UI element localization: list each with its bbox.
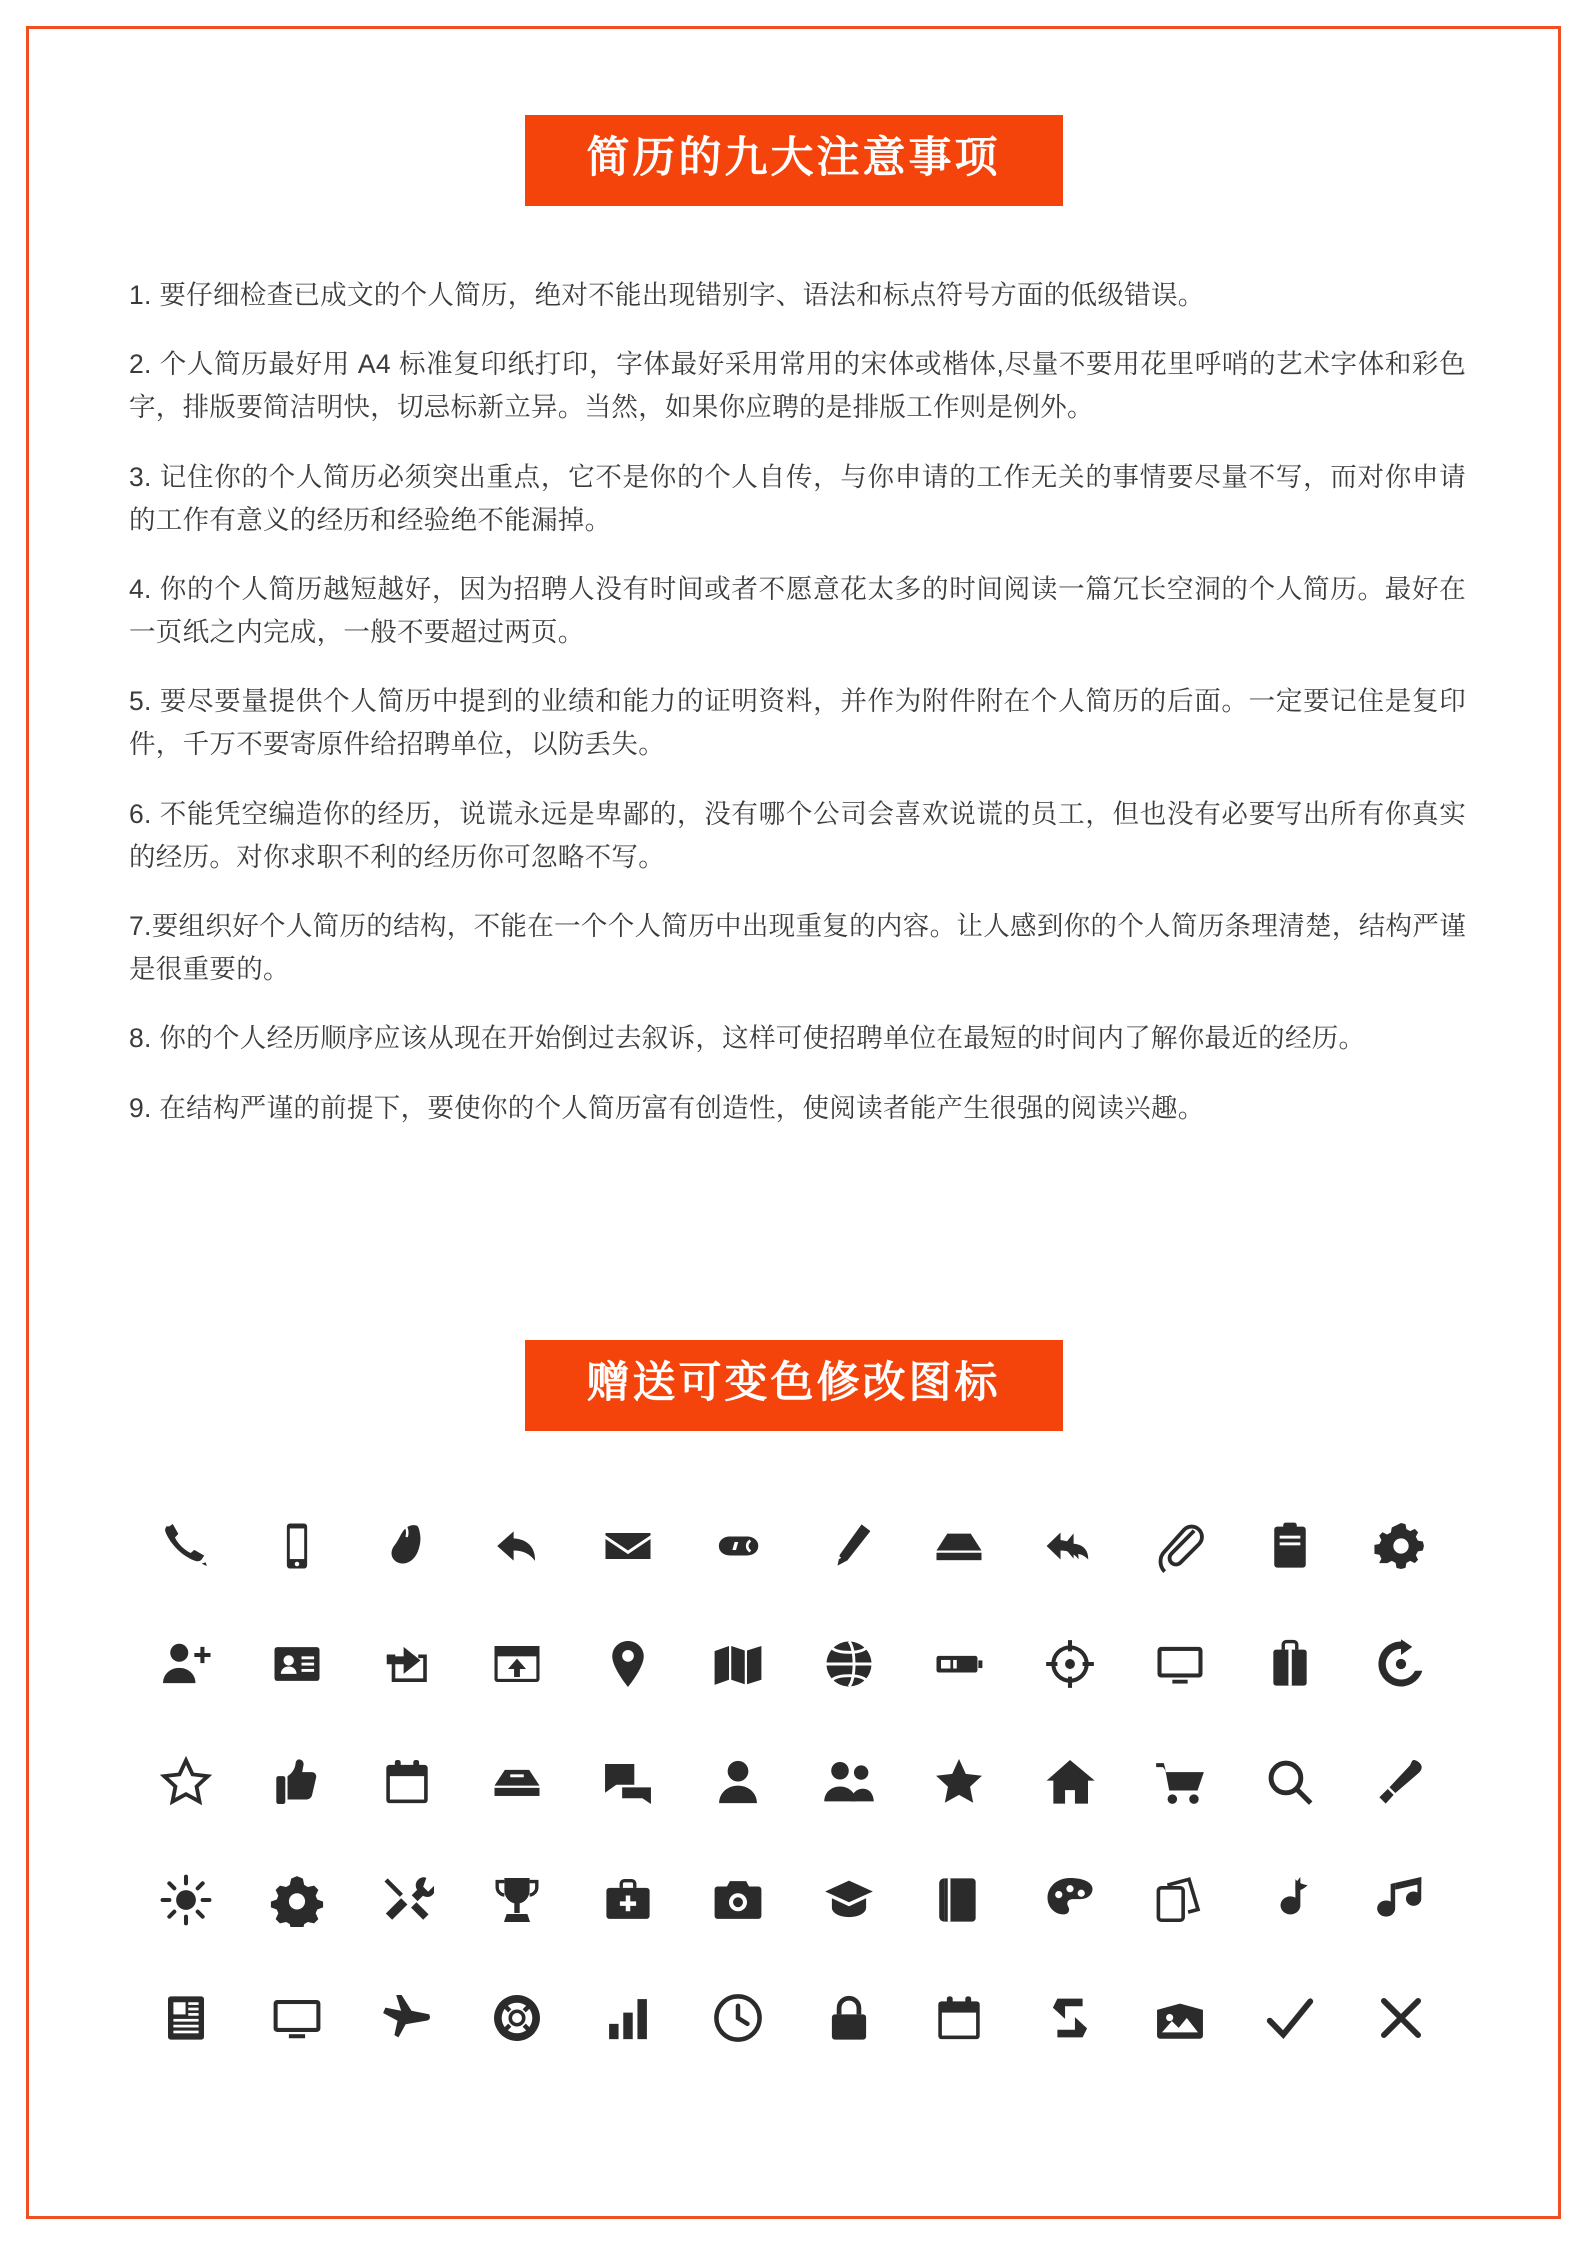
home-icon[interactable] <box>1028 1745 1112 1819</box>
megaphone-icon[interactable] <box>696 1509 780 1583</box>
tools-wrench-hammer-icon[interactable] <box>365 1863 449 1937</box>
music-note-icon[interactable] <box>1248 1863 1332 1937</box>
music-notes-icon[interactable] <box>1359 1863 1443 1937</box>
section-2-banner-wrap <box>91 1340 1496 1431</box>
paperclip-icon[interactable] <box>1138 1509 1222 1583</box>
tip-item: 3. 记住你的个人简历必须突出重点，它不是你的个人自传，与你申请的工作无关的事情要尽量不写，而对你申请的工作有意义的经历和经验绝不能漏掉。 <box>129 461 1466 535</box>
retweet-arrows-icon[interactable] <box>1028 1981 1112 2055</box>
refresh-cycle-icon[interactable] <box>1359 1627 1443 1701</box>
thumbs-up-icon[interactable] <box>255 1745 339 1819</box>
crosshair-target-icon[interactable] <box>1028 1627 1112 1701</box>
close-cross-icon[interactable] <box>1359 1981 1443 2055</box>
shopping-cart-icon[interactable] <box>1138 1745 1222 1819</box>
tip-item: 4. 你的个人简历越短越好，因为招聘人没有时间或者不愿意花太多的时间阅读一篇冗长空洞的个人简历。最好在一页纸之内完成，一般不要超过两页。 <box>129 574 1466 648</box>
tip-item: 7.要组织好个人简历的结构，不能在一个个人简历中出现重复的内容。让人感到你的个人简历条理清楚，结构严谨是很重要的。 <box>129 911 1466 985</box>
clipboard-icon[interactable] <box>1248 1509 1332 1583</box>
tip-item: 8. 你的个人经历顺序应该从现在开始倒过去叙诉，这样可使招聘单位在最短的时间内了解你最近的经历。 <box>129 1023 1366 1054</box>
tip-item: 5. 要尽要量提供个人简历中提到的业绩和能力的证明资料，并作为附件附在个人简历的后面。一定要记住是复印件，千万不要寄原件给招聘单位，以防丢失。 <box>129 686 1466 760</box>
section-2-title: 赠送可变色修改图标 <box>525 1340 1063 1431</box>
calendar-icon[interactable] <box>365 1745 449 1819</box>
chat-bubbles-icon[interactable] <box>586 1745 670 1819</box>
camera-icon[interactable] <box>696 1863 780 1937</box>
image-picture-icon[interactable] <box>1138 1981 1222 2055</box>
calendar-blank-icon[interactable] <box>917 1981 1001 2055</box>
mobile-phone-icon[interactable] <box>255 1509 339 1583</box>
flashlight-icon[interactable] <box>1359 1745 1443 1819</box>
star-outline-icon[interactable] <box>144 1745 228 1819</box>
add-user-icon[interactable] <box>144 1627 228 1701</box>
clock-icon[interactable] <box>696 1981 780 2055</box>
folded-map-icon[interactable] <box>696 1627 780 1701</box>
upload-window-icon[interactable] <box>475 1627 559 1701</box>
page-frame <box>26 26 1561 2219</box>
tip-item: 9. 在结构严谨的前提下，要使你的个人简历富有创造性，使阅读者能产生很强的阅读兴趣。 <box>129 1092 1205 1123</box>
section-1-title: 简历的九大注意事项 <box>525 115 1063 206</box>
lock-icon[interactable] <box>807 1981 891 2055</box>
bar-chart-icon[interactable] <box>586 1981 670 2055</box>
user-icon[interactable] <box>696 1745 780 1819</box>
map-pin-icon[interactable] <box>586 1627 670 1701</box>
book-icon[interactable] <box>917 1863 1001 1937</box>
share-export-icon[interactable] <box>365 1627 449 1701</box>
users-group-icon[interactable] <box>807 1745 891 1819</box>
tip-item: 6. 不能凭空编造你的经历，说谎永远是卑鄙的，没有哪个公司会喜欢说谎的员工，但也没有必要写出所有你真实的经历。对你求职不利的经历你可忽略不写。 <box>129 798 1466 872</box>
gear-icon[interactable] <box>1359 1509 1443 1583</box>
monitor-icon[interactable] <box>1138 1627 1222 1701</box>
desktop-screen-icon[interactable] <box>255 1981 339 2055</box>
battery-icon[interactable] <box>917 1627 1001 1701</box>
cards-stack-icon[interactable] <box>1138 1863 1222 1937</box>
pencil-icon[interactable] <box>807 1509 891 1583</box>
basketball-icon[interactable] <box>807 1627 891 1701</box>
tip-item: 2. 个人简历最好用 A4 标准复印纸打印，字体最好采用常用的宋体或楷体,尽量不要用花里呼哨的艺术字体和彩色字，排版要简洁明快，切忌标新立异。当然，如果你应聘的是排版工作则是例外。 <box>129 349 1466 423</box>
reply-arrow-icon[interactable] <box>475 1509 559 1583</box>
icon-gallery <box>131 1509 1456 2055</box>
reply-all-icon[interactable] <box>1028 1509 1112 1583</box>
star-filled-icon[interactable] <box>917 1745 1001 1819</box>
settings-gear-icon[interactable] <box>255 1863 339 1937</box>
search-icon[interactable] <box>1248 1745 1332 1819</box>
document-text-icon[interactable] <box>144 1981 228 2055</box>
contact-card-icon[interactable] <box>255 1627 339 1701</box>
briefcase-icon[interactable] <box>1248 1627 1332 1701</box>
section-1-banner-wrap <box>91 115 1496 206</box>
medical-briefcase-icon[interactable] <box>586 1863 670 1937</box>
envelope-icon[interactable] <box>586 1509 670 1583</box>
archive-box-icon[interactable] <box>475 1745 559 1819</box>
graduation-cap-icon[interactable] <box>807 1863 891 1937</box>
computer-mouse-icon[interactable] <box>365 1509 449 1583</box>
inbox-tray-icon[interactable] <box>917 1509 1001 1583</box>
lifebuoy-icon[interactable] <box>475 1981 559 2055</box>
brightness-sun-icon[interactable] <box>144 1863 228 1937</box>
tip-item: 1. 要仔细检查已成文的个人简历，绝对不能出现错别字、语法和标点符号方面的低级错误。 <box>129 280 1205 310</box>
phone-handset-icon[interactable] <box>144 1509 228 1583</box>
trophy-icon[interactable] <box>475 1863 559 1937</box>
checkmark-icon[interactable] <box>1248 1981 1332 2055</box>
paint-palette-icon[interactable] <box>1028 1863 1112 1937</box>
airplane-icon[interactable] <box>365 1981 449 2055</box>
tips-list <box>91 274 1496 1130</box>
